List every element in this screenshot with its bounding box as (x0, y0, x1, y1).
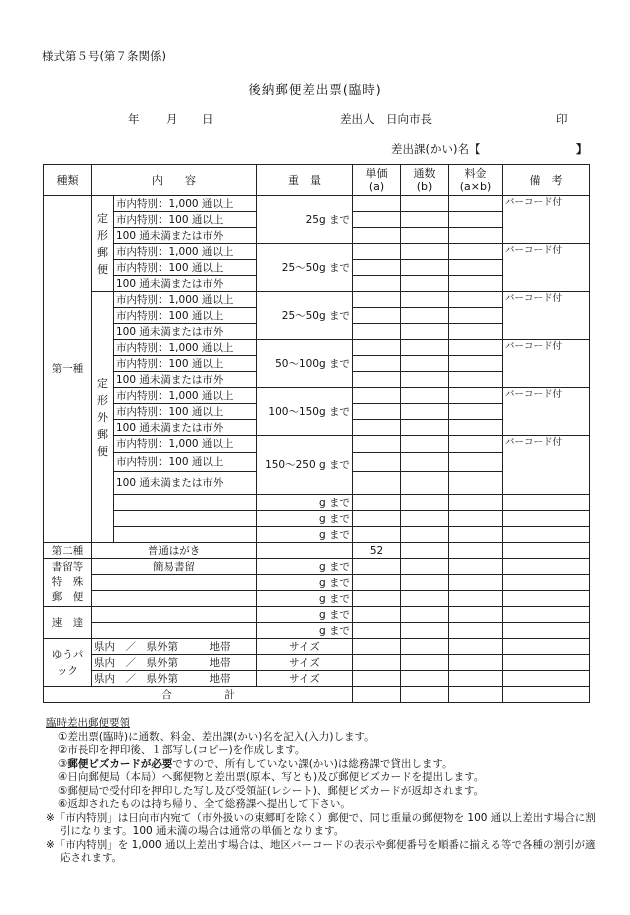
unit-price-input[interactable] (353, 607, 401, 623)
count-input[interactable] (401, 420, 449, 436)
unit-price-input[interactable] (353, 228, 401, 244)
count-input[interactable] (401, 196, 449, 212)
count-input[interactable] (401, 543, 449, 559)
weight-cell: g まで (257, 623, 353, 639)
fee-input[interactable] (449, 655, 503, 671)
unit-price-input[interactable] (353, 436, 401, 453)
remarks-input[interactable] (503, 559, 590, 575)
count-input[interactable] (401, 472, 449, 495)
weight-cell: g まで (257, 559, 353, 575)
fee-input[interactable] (449, 228, 503, 244)
unit-price-input[interactable] (353, 472, 401, 495)
total-count-input[interactable] (401, 687, 449, 703)
date-year-label: 年 (128, 112, 140, 126)
fee-input[interactable] (449, 559, 503, 575)
count-input[interactable] (401, 276, 449, 292)
total-remarks-input[interactable] (503, 687, 590, 703)
item-cell: 市内特別：100 通以上 (114, 453, 257, 472)
unit-price-input[interactable] (353, 292, 401, 308)
header-unit-price: 単価 (a) (353, 165, 401, 196)
remarks-cell: バーコード付 (503, 196, 590, 244)
item-input[interactable] (114, 527, 257, 543)
table-row (44, 559, 590, 575)
count-input[interactable] (401, 356, 449, 372)
table-header-row (44, 165, 590, 196)
table-row (44, 527, 590, 543)
table-row (44, 495, 590, 511)
yupack-cell: ゆうパ ック (44, 639, 92, 687)
fee-input[interactable] (449, 276, 503, 292)
size-cell: サイズ (257, 655, 353, 671)
item-cell: 市内特別：1,000 通以上 (114, 340, 257, 356)
biz-card-required-text: 郵便ビズカードが必要 (67, 757, 173, 770)
count-input[interactable] (401, 308, 449, 324)
header-type: 種類 (44, 165, 92, 196)
unit-price-input[interactable] (353, 527, 401, 543)
item-cell: 市内特別：100 通以上 (114, 308, 257, 324)
weight-cell: 100～150g まで (257, 388, 353, 436)
unit-price-input[interactable] (353, 639, 401, 655)
instructions-section (46, 717, 606, 866)
form-number-label: 様式第５号(第７条関係) (42, 49, 166, 63)
item-cell: 100 通未満または市外 (114, 472, 257, 495)
fee-input[interactable] (449, 527, 503, 543)
fee-input[interactable] (449, 372, 503, 388)
yupack-region-cell: 県内 ／ 県外第 地帯 (92, 671, 257, 687)
date-month-label: 月 (166, 112, 178, 126)
unit-price-input[interactable] (353, 655, 401, 671)
instruction-note: ※「市内特別」は日向市内宛て（市外扱いの東郷町を除く）郵便で、同じ重量の郵便物を 100 通以上差出す場合に割引になります。100 通未満の場合は通常の単価となります。 (46, 811, 596, 837)
item-cell: 市内特別：100 通以上 (114, 260, 257, 276)
unit-price-input[interactable] (353, 324, 401, 340)
remarks-cell: バーコード付 (503, 292, 590, 340)
fee-input[interactable] (449, 420, 503, 436)
fee-input[interactable] (449, 543, 503, 559)
header-weight: 重 量 (257, 165, 353, 196)
remarks-cell: バーコード付 (503, 340, 590, 388)
remarks-input[interactable] (503, 591, 590, 607)
count-input[interactable] (401, 511, 449, 527)
remarks-cell: バーコード付 (503, 436, 590, 495)
unit-price-input[interactable] (353, 671, 401, 687)
item-cell: 100 通未満または市外 (114, 228, 257, 244)
unit-price-input[interactable] (353, 340, 401, 356)
size-cell: サイズ (257, 639, 353, 655)
item-input[interactable] (92, 607, 257, 623)
yupack-region-cell: 県内 ／ 県外第 地帯 (92, 655, 257, 671)
weight-cell: g まで (257, 607, 353, 623)
unit-price-input[interactable] (353, 244, 401, 260)
count-input[interactable] (401, 260, 449, 276)
nonstandard-mail-cell: 定形外郵便 (92, 292, 114, 543)
instruction-step: ④日向郵便局（本局）へ郵便物と差出票(原本、写とも)及び郵便ビズカードを提出します。 (58, 771, 485, 783)
second-class-cell: 第二種 (44, 543, 92, 559)
weight-cell: 25g まで (257, 196, 353, 244)
fee-input[interactable] (449, 639, 503, 655)
item-cell: 市内特別：100 通以上 (114, 404, 257, 420)
item-cell: 100 通未満または市外 (114, 276, 257, 292)
item-cell: 100 通未満または市外 (114, 420, 257, 436)
count-input[interactable] (401, 372, 449, 388)
fee-input[interactable] (449, 324, 503, 340)
instruction-step: ①差出票(臨時)に通数、料金、差出課(かい)名を記入(入力)します。 (58, 730, 375, 743)
remarks-input[interactable] (503, 495, 590, 511)
first-class-cell: 第一種 (44, 196, 92, 543)
header-count: 通数 (b) (401, 165, 449, 196)
count-input[interactable] (401, 244, 449, 260)
table-row (44, 639, 590, 655)
item-cell: 市内特別：100 通以上 (114, 356, 257, 372)
fee-input[interactable] (449, 591, 503, 607)
weight-cell: g まで (257, 575, 353, 591)
count-input[interactable] (401, 495, 449, 511)
header-remarks: 備 考 (503, 165, 590, 196)
registered-cell: 書留等 特 殊 郵 便 (44, 559, 92, 607)
postage-form-table (43, 164, 590, 703)
unit-price-input[interactable] (353, 260, 401, 276)
table-row (44, 511, 590, 527)
sender-label: 差出人 日向市長 (340, 112, 432, 126)
table-row (44, 340, 590, 356)
fee-input[interactable] (449, 453, 503, 472)
fee-input[interactable] (449, 244, 503, 260)
weight-cell: 25～50g まで (257, 292, 353, 340)
count-input[interactable] (401, 212, 449, 228)
fee-input[interactable] (449, 495, 503, 511)
standard-mail-cell: 定形郵便 (92, 196, 114, 292)
item-cell: 100 通未満または市外 (114, 372, 257, 388)
remarks-cell: バーコード付 (503, 388, 590, 436)
count-input[interactable] (401, 324, 449, 340)
count-input[interactable] (401, 671, 449, 687)
fee-input[interactable] (449, 292, 503, 308)
unit-price-input[interactable] (353, 404, 401, 420)
count-input[interactable] (401, 607, 449, 623)
header-content: 内 容 (92, 165, 257, 196)
instruction-step: ⑤郵便局で受付印を押印した写し及び受領証(レシート)、郵便ビズカードが返却されます。 (58, 784, 485, 797)
item-input[interactable] (114, 511, 257, 527)
table-row (44, 196, 590, 212)
weight-cell: 25～50g まで (257, 244, 353, 292)
yupack-region-cell: 県内 ／ 県外第 地帯 (92, 639, 257, 655)
department-bracket-close: 】 (576, 142, 588, 156)
department-label: 差出課(かい)名【 (391, 142, 481, 156)
item-cell: 市内特別：1,000 通以上 (114, 292, 257, 308)
header-fee: 料金 (a×b) (449, 165, 503, 196)
unit-price-input[interactable] (353, 591, 401, 607)
date-day-label: 日 (202, 112, 214, 126)
total-label-cell: 合 計 (44, 687, 353, 703)
unit-price-input[interactable] (353, 372, 401, 388)
fee-input[interactable] (449, 356, 503, 372)
unit-price-input[interactable] (353, 356, 401, 372)
size-cell: サイズ (257, 671, 353, 687)
table-row (44, 388, 590, 404)
weight-cell: g まで (257, 527, 353, 543)
count-input[interactable] (401, 655, 449, 671)
fee-input[interactable] (449, 196, 503, 212)
fee-input[interactable] (449, 623, 503, 639)
total-unit-cell (353, 687, 401, 703)
table-row (44, 655, 590, 671)
table-row (44, 671, 590, 687)
unit-price-input[interactable] (353, 388, 401, 404)
document-title: 後納郵便差出票(臨時) (248, 82, 382, 97)
express-cell: 速 達 (44, 607, 92, 639)
remarks-input[interactable] (503, 639, 590, 655)
fee-input[interactable] (449, 340, 503, 356)
table-row (44, 543, 590, 559)
weight-cell: g まで (257, 511, 353, 527)
instruction-note: ※「市内特別」を 1,000 通以上差出す場合は、地区バーコードの表示や郵便番号を順番に揃える等で各種の割引が適応されます。 (46, 838, 596, 864)
table-row (44, 244, 590, 260)
item-input[interactable] (114, 495, 257, 511)
count-input[interactable] (401, 453, 449, 472)
count-input[interactable] (401, 591, 449, 607)
remarks-input[interactable] (503, 511, 590, 527)
count-input[interactable] (401, 292, 449, 308)
count-input[interactable] (401, 527, 449, 543)
item-cell: 市内特別：1,000 通以上 (114, 388, 257, 404)
remarks-input[interactable] (503, 623, 590, 639)
item-cell: 100 通未満または市外 (114, 324, 257, 340)
count-input[interactable] (401, 340, 449, 356)
count-input[interactable] (401, 639, 449, 655)
unit-price-input[interactable] (353, 623, 401, 639)
remarks-input[interactable] (503, 671, 590, 687)
item-cell: 市内特別：1,000 通以上 (114, 244, 257, 260)
count-input[interactable] (401, 228, 449, 244)
count-input[interactable] (401, 436, 449, 453)
fee-input[interactable] (449, 260, 503, 276)
instruction-step: ②市長印を押印後、１部写し(コピー)を作成します。 (58, 744, 306, 756)
table-row (44, 591, 590, 607)
fee-input[interactable] (449, 575, 503, 591)
unit-price-input[interactable] (353, 212, 401, 228)
unit-price-input[interactable] (353, 453, 401, 472)
simple-registered-cell: 簡易書留 (92, 559, 257, 575)
unit-price-input[interactable] (353, 495, 401, 511)
count-input[interactable] (401, 388, 449, 404)
instruction-step-3: ③郵便ビズカードが必要ですので、所有していない課(かい)は総務課で貸出します。 (58, 757, 453, 770)
table-row (44, 436, 590, 453)
fee-input[interactable] (449, 472, 503, 495)
table-row (44, 687, 590, 703)
fee-input[interactable] (449, 607, 503, 623)
total-fee-input[interactable] (449, 687, 503, 703)
weight-cell: 150～250 g まで (257, 436, 353, 495)
remarks-input[interactable] (503, 543, 590, 559)
item-input[interactable] (92, 623, 257, 639)
remarks-input[interactable] (503, 607, 590, 623)
fee-input[interactable] (449, 511, 503, 527)
seal-label: 印 (556, 112, 568, 126)
item-cell: 市内特別：1,000 通以上 (114, 436, 257, 453)
table-row (44, 292, 590, 308)
instruction-step: ⑥返却されたものは持ち帰り、全て総務課へ提出して下さい。 (58, 798, 351, 810)
postcard-cell: 普通はがき (92, 543, 257, 559)
fee-input[interactable] (449, 212, 503, 228)
count-input[interactable] (401, 623, 449, 639)
remarks-cell: バーコード付 (503, 244, 590, 292)
item-cell: 市内特別：100 通以上 (114, 212, 257, 228)
fee-input[interactable] (449, 671, 503, 687)
postcard-price-cell: 52 (353, 543, 401, 559)
unit-price-input[interactable] (353, 511, 401, 527)
fee-input[interactable] (449, 436, 503, 453)
table-row (44, 623, 590, 639)
instructions-heading: 臨時差出郵便要領 (46, 717, 130, 729)
unit-price-input[interactable] (353, 420, 401, 436)
count-input[interactable] (401, 559, 449, 575)
unit-price-input[interactable] (353, 276, 401, 292)
item-input[interactable] (92, 591, 257, 607)
fee-input[interactable] (449, 308, 503, 324)
count-input[interactable] (401, 404, 449, 420)
count-input[interactable] (401, 575, 449, 591)
weight-cell: 50～100g まで (257, 340, 353, 388)
department-field[interactable] (391, 141, 480, 157)
fee-input[interactable] (449, 388, 503, 404)
unit-price-input[interactable] (353, 575, 401, 591)
unit-price-input[interactable] (353, 559, 401, 575)
fee-input[interactable] (449, 404, 503, 420)
unit-price-input[interactable] (353, 196, 401, 212)
unit-price-input[interactable] (353, 308, 401, 324)
remarks-input[interactable] (503, 575, 590, 591)
table-row (44, 575, 590, 591)
weight-cell: g まで (257, 495, 353, 511)
item-input[interactable] (92, 575, 257, 591)
remarks-input[interactable] (503, 527, 590, 543)
weight-cell (257, 543, 353, 559)
table-row (44, 607, 590, 623)
weight-cell: g まで (257, 591, 353, 607)
remarks-input[interactable] (503, 655, 590, 671)
item-cell: 市内特別：1,000 通以上 (114, 196, 257, 212)
